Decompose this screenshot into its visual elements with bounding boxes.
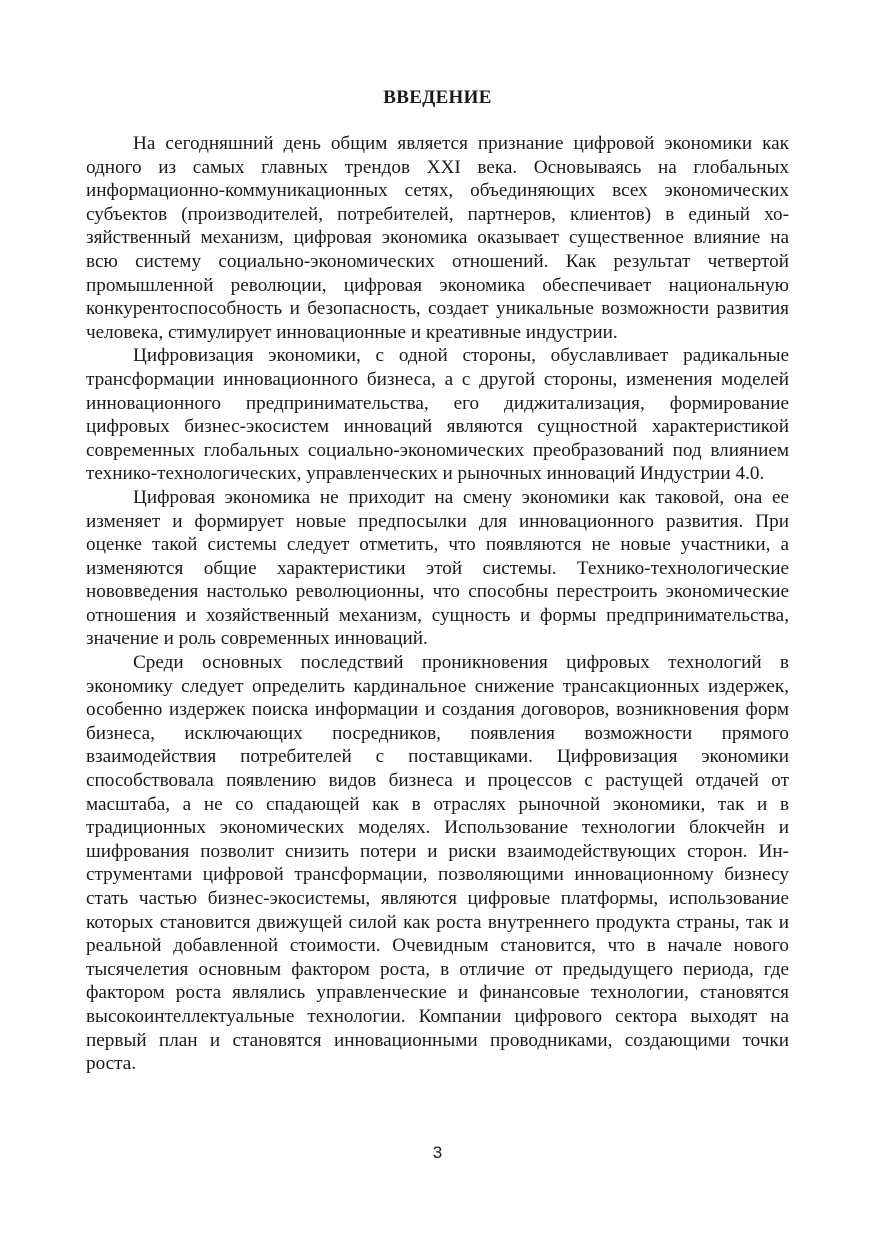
body-text bbox=[86, 132, 789, 1076]
paragraph: На сегодняшний день общим является признание цифровой экономики как одного из самых главных трендов XXI века. Основываясь на глобальных информационно-коммуникационных сетях, объединяющих всех экономических субъектов (производителей, потребителей, партнеров, клиентов) в единый хозяйственный механизм, цифровая экономика оказывает существенное влияние на всю систему социально-экономических отношений. Как результат четвертой промышленной революции, цифровая экономика обеспечивает национальную конкурентоспособность и безопасность, создает уникальные возможности развития человека, стимулирует инновационные и креативные индустрии. bbox=[86, 133, 789, 343]
paragraph: Цифровизация экономики, с одной стороны, обуславливает радикальные трансформации инновационного бизнеса, а с другой стороны, изменения моделей инновационного предпринимательства, его диджитализация, формирование цифровых бизнес-экосистем инноваций являются сущностной характеристикой современных глобальных социально-экономических преобразований под влиянием технико-технологических, управленческих и рыночных инноваций Индустрии 4.0. bbox=[86, 345, 789, 485]
page-title: ВВЕДЕНИЕ bbox=[383, 87, 492, 108]
paragraph: Среди основных последствий проникновения цифровых технологий в экономику следует определить кардинальное снижение трансакционных издержек, особенно издержек поиска информации и создания договоров, возникновения форм бизнеса, исключающих посредников, появления возможности прямого взаимодействия потребителей с поставщиками. Цифровизация экономики способствовала появлению видов бизнеса и процессов с растущей отдачей от масштаба, а не со спадающей как в отраслях рыночной экономики, так и в традиционных экономических моделях. Использование технологии блокчейн и шифрования позволит снизить потери и риски взаимодействующих сторон. Инструментами цифровой трансформации, позволяющими инновационному бизнесу стать частью бизнес-экосистемы, являются цифровые платформы, использование которых становится движущей силой как роста внутреннего продукта страны, так и реальной добавленной стоимости. Очевидным становится, что в начале нового тысячелетия основным фактором роста, в отличие от предыдущего периода, где фактором роста являлись управленческие и финансовые технологии, становятся высокоинтеллектуальные технологии. Компании цифрового сектора выходят на первый план и становятся инновационными проводниками, создающими точки роста. bbox=[86, 652, 789, 1075]
page-number: 3 bbox=[432, 1143, 443, 1162]
paragraph: Цифровая экономика не приходит на смену экономики как таковой, она ее изменяет и формирует новые предпосылки для инновационного развития. При оценке такой системы следует отметить, что появляются не новые участники, а изменяются общие характеристики этой системы. Технико-технологические нововведения настолько революционны, что способны перестроить экономические отношения и хозяйственный механизм, сущность и формы предпринимательства, значение и роль современных инноваций. bbox=[86, 486, 789, 650]
